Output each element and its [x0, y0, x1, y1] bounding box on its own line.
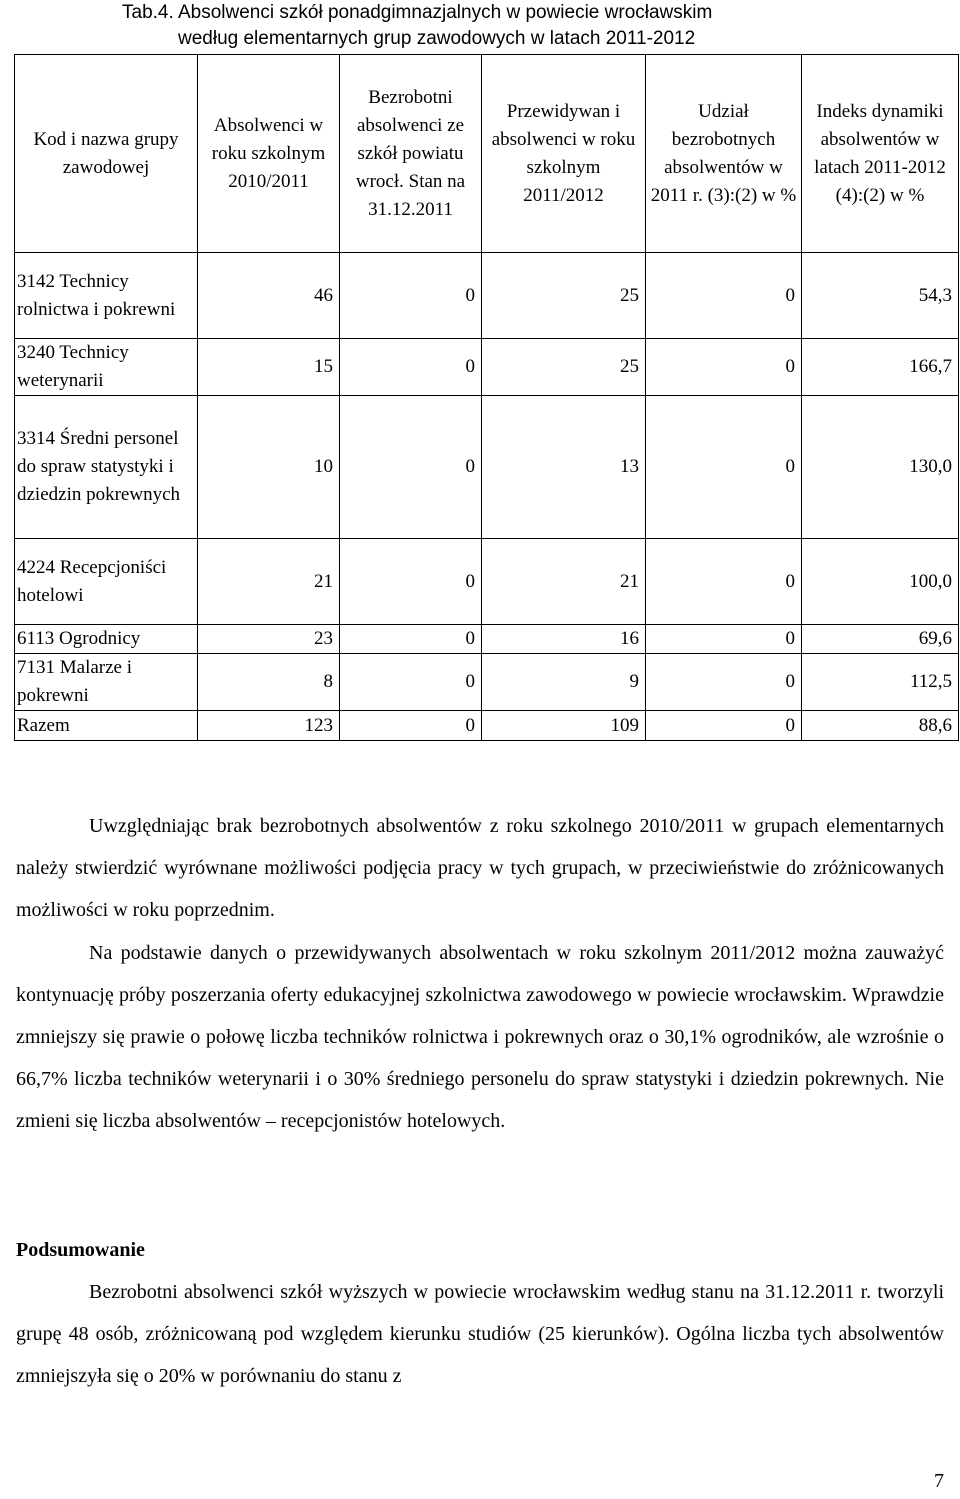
cell-graduates: 15	[198, 339, 340, 396]
page-number: 7	[934, 1470, 944, 1492]
cell-expected: 21	[482, 539, 646, 625]
cell-index: 166,7	[802, 339, 959, 396]
paragraph-3-text: Bezrobotni absolwenci szkół wyższych w powiecie wrocławskim według stanu na 31.12.2011 r. tworzyli grupę 48 osób, zróżnicowaną pod względem kierunku studiów (25 kierunków). Ogólna liczba tych absolwentów zmniejszyła się o 20% w porównaniu do stanu z	[16, 1281, 944, 1387]
cell-share: 0	[646, 625, 802, 654]
row-name: 7131 Malarze i pokrewni	[15, 654, 198, 711]
cell-share: 0	[646, 539, 802, 625]
cell-graduates: 8	[198, 654, 340, 711]
cell-graduates: 23	[198, 625, 340, 654]
paragraph-3	[16, 1271, 944, 1397]
caption-line-1: Tab.4. Absolwenci szkół ponadgimnazjalnych w powiecie wrocławskim	[122, 2, 713, 23]
table-row	[15, 654, 959, 711]
cell-graduates: 123	[198, 711, 340, 741]
row-name: 4224 Recepcjoniści hotelowi	[15, 539, 198, 625]
table-row	[15, 539, 959, 625]
cell-unemployed: 0	[340, 654, 482, 711]
cell-expected: 13	[482, 396, 646, 539]
graduates-table	[14, 54, 959, 741]
summary-heading: Podsumowanie	[16, 1239, 145, 1261]
cell-index: 69,6	[802, 625, 959, 654]
row-name: 6113 Ogrodnicy	[15, 625, 198, 654]
cell-graduates: 21	[198, 539, 340, 625]
cell-expected: 25	[482, 339, 646, 396]
table-header-row	[15, 55, 959, 253]
paragraph-2-text: Na podstawie danych o przewidywanych absolwentach w roku szkolnym 2011/2012 można zauważyć kontynuację próby poszerzania oferty edukacyjnej szkolnictwa zawodowego w powiecie wrocławskim. Wprawdzie zmniejszy się prawie o połowę liczba techników rolnictwa i pokrewnych oraz o 30,1% ogrodników, ale wzrośnie o 66,7% liczba techników weterynarii i o 30% średniego personelu do spraw statystyki i dziedzin pokrewnych. Nie zmieni się liczba absolwentów – recepcjonistów hotelowych.	[16, 942, 944, 1132]
cell-index: 54,3	[802, 253, 959, 339]
cell-unemployed: 0	[340, 396, 482, 539]
paragraph-1-text: Uwzględniając brak bezrobotnych absolwentów z roku szkolnego 2010/2011 w grupach elementarnych należy stwierdzić wyrównane możliwości podjęcia pracy w tych grupach, w przeciwieństwie do zróżnicowanych możliwości w roku poprzednim.	[16, 815, 944, 921]
cell-share: 0	[646, 339, 802, 396]
cell-graduates: 46	[198, 253, 340, 339]
header-dynamics-index: Indeks dynamiki absolwentów w latach 2011-2012 (4):(2) w %	[802, 55, 959, 253]
cell-share: 0	[646, 253, 802, 339]
cell-expected: 9	[482, 654, 646, 711]
cell-unemployed: 0	[340, 539, 482, 625]
cell-index: 88,6	[802, 711, 959, 741]
cell-expected: 25	[482, 253, 646, 339]
cell-index: 112,5	[802, 654, 959, 711]
row-name: 3240 Technicy weterynarii	[15, 339, 198, 396]
row-name: Razem	[15, 711, 198, 741]
paragraph-1	[16, 805, 944, 931]
header-group-code: Kod i nazwa grupy zawodowej	[15, 55, 198, 253]
table-row	[15, 253, 959, 339]
cell-share: 0	[646, 396, 802, 539]
cell-unemployed: 0	[340, 711, 482, 741]
row-name: 3142 Technicy rolnictwa i pokrewni	[15, 253, 198, 339]
table-total-row	[15, 711, 959, 741]
cell-unemployed: 0	[340, 253, 482, 339]
cell-share: 0	[646, 654, 802, 711]
table-row	[15, 396, 959, 539]
table-row	[15, 339, 959, 396]
header-graduates-2010-2011: Absolwenci w roku szkolnym 2010/2011	[198, 55, 340, 253]
cell-graduates: 10	[198, 396, 340, 539]
cell-unemployed: 0	[340, 625, 482, 654]
cell-expected: 109	[482, 711, 646, 741]
header-expected-graduates: Przewidywan i absolwenci w roku szkolnym 2011/2012	[482, 55, 646, 253]
cell-index: 100,0	[802, 539, 959, 625]
caption-line-2: według elementarnych grup zawodowych w latach 2011-2012	[178, 28, 696, 49]
paragraph-2	[16, 932, 944, 1142]
header-unemployed-graduates: Bezrobotni absolwenci ze szkół powiatu wrocł. Stan na 31.12.2011	[340, 55, 482, 253]
table-row	[15, 625, 959, 654]
cell-unemployed: 0	[340, 339, 482, 396]
cell-expected: 16	[482, 625, 646, 654]
row-name: 3314 Średni personel do spraw statystyki i dziedzin pokrewnych	[15, 396, 198, 539]
header-unemployed-share: Udział bezrobotnych absolwentów w 2011 r. (3):(2) w %	[646, 55, 802, 253]
cell-share: 0	[646, 711, 802, 741]
cell-index: 130,0	[802, 396, 959, 539]
